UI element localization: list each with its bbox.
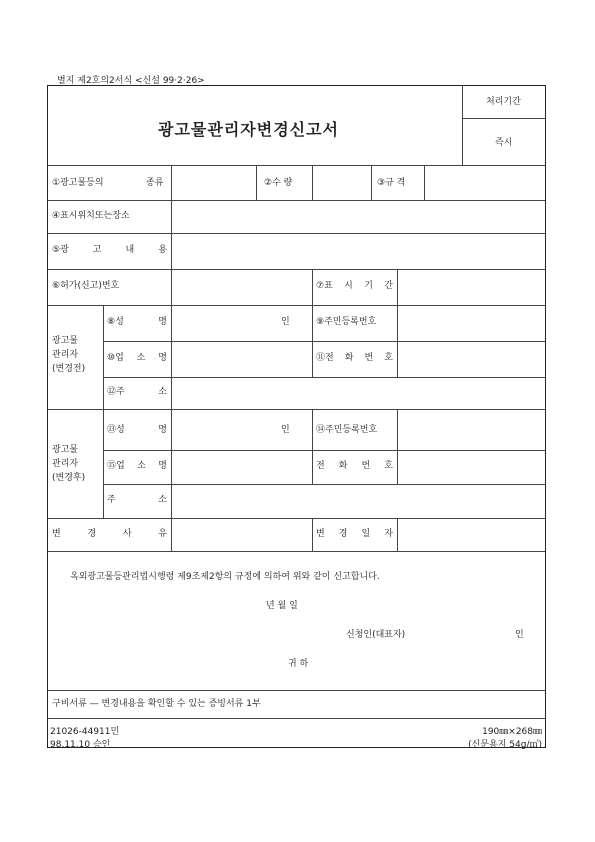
col-divider	[312, 269, 313, 305]
kind-label: ①광고물등의	[52, 178, 104, 188]
after-group-label: 광고물 관리자 (변경후)	[52, 445, 86, 483]
processing-value: 즉시	[495, 138, 513, 148]
row-divider	[48, 690, 545, 691]
paper-type: (신문용지 54g/㎡)	[468, 740, 542, 750]
row-divider	[48, 200, 545, 201]
after-seal: 인	[281, 425, 290, 435]
before-name-label: ⑧성 명	[107, 317, 167, 327]
col-divider	[397, 518, 398, 551]
row-divider	[48, 305, 545, 306]
col-divider	[312, 165, 313, 200]
attachments: 구비서류 — 변경내용을 확인할 수 있는 증빙서류 1부	[52, 699, 261, 709]
form-code: 21026-44911민	[50, 727, 120, 737]
row-divider	[103, 484, 545, 485]
processing-label: 처리기간	[486, 97, 521, 107]
row-divider	[103, 377, 545, 378]
date-line: 년 월 일	[266, 601, 298, 611]
col-divider	[171, 200, 172, 305]
form-title: 광고물관리자변경신고서	[158, 120, 340, 139]
row-divider	[48, 165, 545, 166]
col-divider	[312, 305, 313, 377]
after-phone-label: 전 화 번 호	[316, 461, 393, 471]
spec-label: ③규 격	[377, 178, 406, 188]
col-divider	[171, 305, 172, 551]
applicant-label: 신청인(대표자)	[346, 630, 406, 640]
change-date-label: 변 경 일 자	[316, 529, 393, 539]
row-divider	[48, 233, 545, 234]
before-seal: 인	[281, 317, 290, 327]
row-divider	[103, 341, 545, 342]
col-divider	[462, 86, 463, 165]
form-label: 별지 제2호의2서식 <신설 99·2·26>	[57, 76, 205, 86]
location-label: ④표시위치또는장소	[52, 211, 130, 221]
col-divider	[424, 165, 425, 200]
col-divider	[103, 305, 104, 518]
col-divider	[171, 165, 172, 200]
applicant-seal: 인	[515, 630, 524, 640]
approval-date: 98.11.10 승인	[50, 740, 111, 750]
col-divider	[312, 518, 313, 551]
row-divider	[48, 409, 545, 410]
after-addr-label: 주 소	[107, 495, 167, 505]
before-phone-label: ⑪전 화 번 호	[316, 353, 393, 363]
col-divider	[397, 305, 398, 377]
col-divider	[371, 165, 372, 200]
reason-label: 변 경 사 유	[52, 529, 167, 539]
row-divider	[48, 551, 545, 552]
col-divider	[397, 269, 398, 305]
qty-label: ②수 량	[264, 178, 293, 188]
permit-label: ⑥허가(신고)번호	[52, 281, 120, 291]
period-label: ⑦표 시 기 간	[316, 281, 393, 291]
before-shop-label: ⑩업 소 명	[107, 353, 167, 363]
declaration-text: 옥외광고물등관리법시행령 제9조제2항의 규정에 의하여 위와 같이 신고합니다.	[70, 572, 380, 582]
col-divider	[397, 409, 398, 484]
before-reg-label: ⑨주민등록번호	[316, 317, 377, 327]
after-reg-label: ⑭주민등록번호	[316, 425, 378, 435]
declaration-form	[47, 85, 546, 748]
row-divider	[103, 450, 545, 451]
after-shop-label: ⑮업 소 명	[107, 461, 167, 471]
after-name-label: ⑬성 명	[107, 425, 167, 435]
row-divider	[48, 269, 545, 270]
paper-size: 190㎜×268㎜	[482, 727, 542, 737]
before-group-label: 광고물 관리자 (변경전)	[52, 336, 86, 374]
col-divider	[312, 409, 313, 484]
row-divider	[462, 118, 545, 119]
row-divider	[48, 718, 545, 719]
col-divider	[256, 165, 257, 200]
row-divider	[48, 518, 545, 519]
content-label: ⑤광 고 내 용	[52, 245, 167, 255]
kind-label-2: 종류	[146, 178, 164, 188]
addressee: 귀 하	[288, 659, 309, 669]
before-addr-label: ⑫주 소	[107, 387, 167, 397]
